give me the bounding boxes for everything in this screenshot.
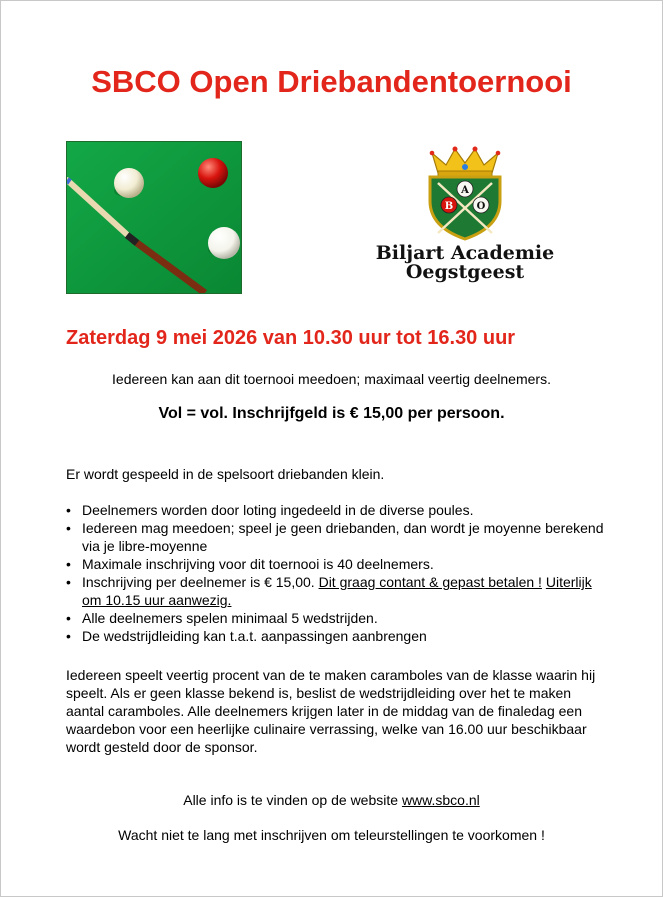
logo-letter-b: B	[444, 201, 454, 212]
rule-item: • De wedstrijdleiding kan t.a.t. aanpassingen aanbrengen	[66, 627, 606, 645]
billiard-image	[66, 141, 242, 294]
scoring-paragraph: Iedereen speelt veertig procent van de te maken caramboles van de klasse waarin hij speelt. Als er geen klasse bekend is, beslist de wedstrijdleiding over het te maken aantal caramboles. Alle deelnemers krijgen later in de middag van de finaledag een waardebon voor een heerlijke culinaire verrassing, welke van 16.00 uur beschikbaar wordt gesteld door de sponsor.	[66, 667, 596, 755]
fee-statement: Vol = vol. Inschrijfgeld is € 15,00 per persoon.	[158, 405, 505, 422]
event-intro: Iedereen kan aan dit toernooi meedoen; maximaal veertig deelnemers.	[112, 371, 551, 387]
rules-list	[66, 501, 606, 645]
rule-item: • Deelnemers worden door loting ingedeeld in de diverse poules.	[66, 501, 606, 519]
closing-note: Wacht niet te lang met inschrijven om teleurstellingen te voorkomen !	[118, 827, 545, 843]
event-date: Zaterdag 9 mei 2026 van 10.30 uur tot 16.30 uur	[66, 327, 516, 349]
rules-intro: Er wordt gespeeld in de spelsoort driebanden klein.	[66, 466, 385, 482]
logo-name-line2: Oegstgeest	[405, 261, 525, 283]
info-line	[0, 792, 663, 808]
logo-name-line1: Biljart Academie	[375, 242, 555, 264]
rule-item: • Maximale inschrijving voor dit toernooi is 40 deelnemers.	[66, 555, 606, 573]
website-link[interactable]: www.sbco.nl	[401, 792, 480, 808]
rule-item: • Iedereen mag meedoen; speel je geen driebanden, dan wordt je moyenne berekend via je libre-moyenne	[66, 519, 606, 555]
rule-item: • Alle deelnemers spelen minimaal 5 wedstrijden.	[66, 609, 606, 627]
info-prefix: Alle info is te vinden op de website	[183, 792, 402, 808]
crown-icon	[430, 147, 501, 178]
arrival-note: Uiterlijk om 10.15 uur aanwezig.	[82, 574, 592, 608]
payment-note: Dit graag contant & gepast betalen !	[318, 574, 542, 590]
page-title: SBCO Open Driebandentoernooi	[91, 64, 572, 99]
rule-item: • Inschrijving per deelnemer is € 15,00. Dit graag contant & gepast betalen ! Uiterlijk om 10.15 uur aanwezig.	[66, 573, 606, 609]
logo-letter-o: O	[476, 201, 486, 212]
logo-letter-a: A	[461, 185, 469, 196]
